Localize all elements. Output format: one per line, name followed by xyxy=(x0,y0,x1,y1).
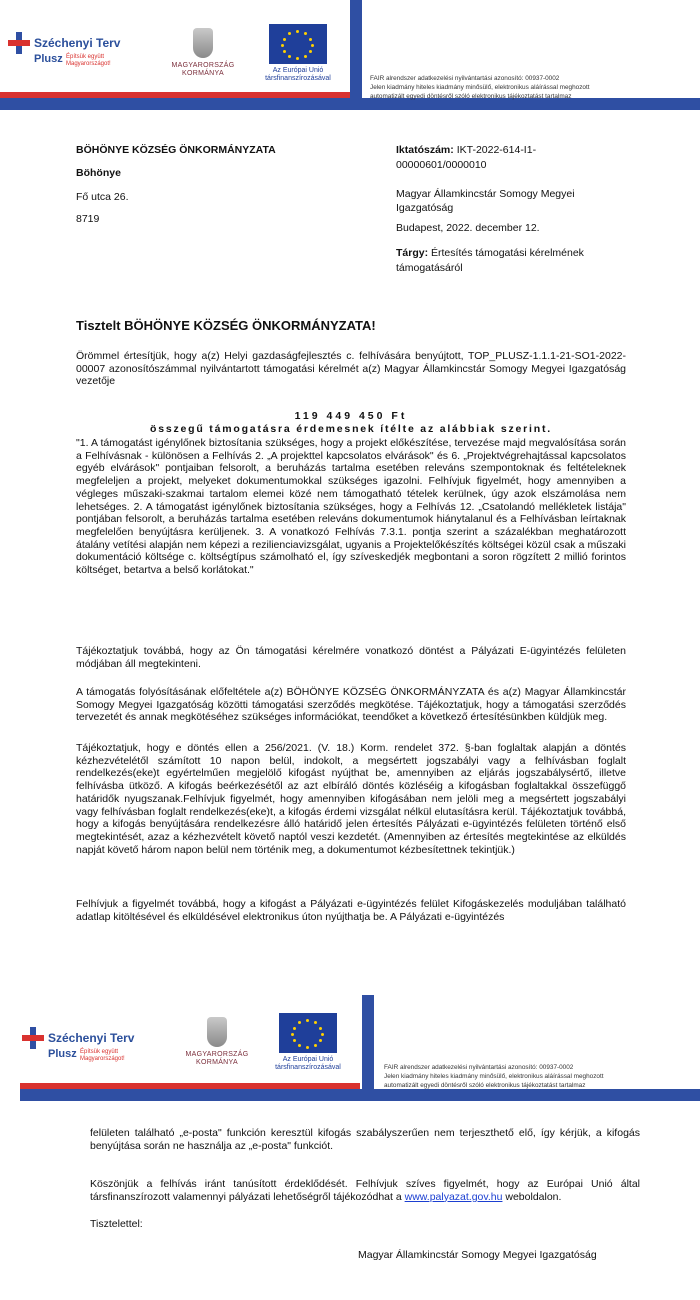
sender-line2: Igazgatóság xyxy=(396,202,454,214)
link-suffix: weboldalon. xyxy=(502,1190,562,1203)
subject-block xyxy=(396,246,584,260)
fair2-line3: automatizált egyedi döntésről szóló elektronikus tájékoztatást tartalmaz xyxy=(384,1082,586,1089)
eu2-caption-line1: Az Európai Unió xyxy=(282,1056,334,1063)
eu2-caption-line2: társfinanszírozásával xyxy=(275,1064,341,1071)
addressee-street: Fő utca 26. xyxy=(76,191,129,203)
amount: 119 449 450 Ft xyxy=(294,410,408,422)
addressee-city: Böhönye xyxy=(76,167,121,179)
kormany-line1: MAGYARORSZÁG xyxy=(171,62,235,69)
szechenyi-tagline: Építsük együtt Magyarországot! xyxy=(66,54,111,67)
amount-line: összegű támogatásra érdemesnek ítélte az alábbiak szerint. xyxy=(149,423,553,435)
szechenyi-tagline-2: Építsük együtt Magyarországot! xyxy=(80,1049,125,1062)
signature: Magyar Államkincstár Somogy Megyei Igazgatóság xyxy=(358,1249,597,1261)
page-header-banner xyxy=(0,0,700,112)
thanks-paragraph xyxy=(90,1178,640,1203)
thanks-text: Köszönjük a felhívás iránt tanúsított érdeklődését. Felhívjuk szíves figyelmét, hogy az Európai Unió által társfinanszírozott valamennyi pályázati lehetőségről tájékozódhat a xyxy=(90,1178,640,1203)
letter-date: Budapest, 2022. december 12. xyxy=(396,222,540,234)
iktato-block xyxy=(396,143,536,157)
page2-continuation: felületen található „e-posta" funkción keresztül kifogás szabályszerűen nem terjeszthető elő, így kérjük, a kifogás benyújtása során ne használja az „e-posta" funkciót. xyxy=(90,1127,640,1152)
closing: Tisztelettel: xyxy=(90,1218,143,1230)
palyazat-link[interactable]: www.palyazat.gov.hu xyxy=(404,1190,503,1203)
fair-line3: automatizált egyedi döntésről szóló elektronikus tájékoztatást tartalmaz xyxy=(370,93,572,100)
module-paragraph: Felhívjuk a figyelmét továbbá, hogy a kifogást a Pályázati e-ügyintézés felület Kifogáskezelés moduljában található adatlap kitöltésével és elküldésével elektronikus úton nyújthatja be. A Pályázati e-ügyintézés xyxy=(76,898,626,923)
coat-of-arms-icon-2 xyxy=(207,1017,227,1047)
intro-paragraph: Örömmel értesítjük, hogy a(z) Helyi gazdaságfejlesztés c. felhívására benyújtott, TOP_PLUSZ-1.1.1-21-SO1-2022-00007 azonosítószámmal nyilvántartott támogatási kérelmét a(z) Magyar Államkincstár Somogy Megyei Igazgatóság vezetője xyxy=(76,350,626,388)
addressee-zip: 8719 xyxy=(76,213,100,225)
szechenyi-title-2: Széchenyi Terv xyxy=(48,1031,135,1045)
szechenyi-terv-logo-2 xyxy=(22,1025,162,1085)
fair-line1: FAIR alrendszer adatkezelési nyilvántartási azonosító: 00937-0002 xyxy=(370,75,560,82)
fair-notice xyxy=(370,74,700,101)
subject-line2: támogatásáról xyxy=(396,262,463,274)
eu-flag-icon xyxy=(269,24,327,64)
info-paragraph: Tájékoztatjuk továbbá, hogy az Ön támogatási kérelmére vonatkozó döntést a Pályázati E-ügyintézés felületen módjában áll megtekinteni. xyxy=(76,645,626,670)
conditions-paragraph: "1. A támogatást igénylőnek biztosítania szükséges, hogy a projekt előkészítése, tervezése majd megvalósítása során a Felhívásnak - különösen a Felhívás 2. „A projekttel kapcsolatos elvárások" és 6. „Projektvégrehajtással kapcsolatos egyéb elvárások" pontjaiban felsorolt, a beruházás tartalma esetében releváns szempontoknak és feltételeknek megfeleljen a projekt, melyeket dokumentumokkal szükséges igazolni. Felhívjuk figyelmét, hogy amennyiben a végleges műszaki-szakmai tartalom elemei közé nem támogatható tételek kerülnek, úgy azok elszámolása nem lehetséges. 2. A támogatást igénylőnek biztosítania szükséges, hogy a Felhívás 12. „Csatolandó mellékletek listája" pontjában felsorolt, a beruházás tartalma esetében releváns dokumentumok hiánytalanul és a Felhívásban leírtaknak megfelelően benyújtásra kerüljenek. 3. A vonatkozó Felhívás 7.3.1. pontja szerint a százalékban meghatározott átalány vetítési alapján nem képezi a rezilienciavizsgálat, ugyanis a Projektelőkészítés költségei közül csak a műszaki dokumentáció költsége c. költségtípus számolható el, így szíveskedjék megbontani a soron rögzített 2 millió forintos költséget, betartva a belső korlátokat." xyxy=(76,437,626,577)
eu-caption-line2: társfinanszírozásával xyxy=(265,75,331,82)
addressee-name: BÖHÖNYE KÖZSÉG ÖNKORMÁNYZATA xyxy=(76,144,276,156)
kormany-line2: KORMÁNYA xyxy=(182,70,224,77)
subject-label: Tárgy: xyxy=(396,247,429,259)
szechenyi-terv-logo xyxy=(8,30,148,90)
szechenyi-cross-icon-2 xyxy=(22,1027,44,1049)
fair2-line2: Jelen kiadmány hiteles kiadmány minősülő, elektronikus aláírással meghozott xyxy=(384,1073,604,1080)
eu-flag-icon-2 xyxy=(279,1013,337,1053)
page-header-banner-2 xyxy=(0,995,700,1107)
magyarorszag-kormanya-logo-2 xyxy=(182,1017,252,1083)
header2-vertical-bar xyxy=(362,995,374,1095)
subject-line1: Értesítés támogatási kérelmének xyxy=(431,247,584,259)
iktato-value: IKT-2022-614-I1- xyxy=(456,144,537,156)
contract-paragraph: A támogatás folyósításának előfeltétele a(z) BÖHÖNYE KÖZSÉG ÖNKORMÁNYZATA és a(z) Magyar Államkincstár Somogy Megyei Igazgatóság közötti támogatási szerződés megkötése. Tájékoztatjuk, hogy a támogatási szerződés tervezetét és annak megkötéséhez szükséges információkat, teendőket a következő értesítésünkben küldjük meg. xyxy=(76,686,626,724)
kormany2-line2: KORMÁNYA xyxy=(196,1059,238,1066)
szechenyi-title: Széchenyi Terv xyxy=(34,36,121,50)
szechenyi-plusz: Plusz xyxy=(34,53,63,65)
coat-of-arms-icon xyxy=(193,28,213,58)
eu-logo-2 xyxy=(272,1013,344,1079)
fair-notice-2 xyxy=(384,1063,700,1090)
szechenyi-cross-icon xyxy=(8,32,30,54)
iktato-value-line2: 00000601/0000010 xyxy=(396,159,487,171)
salutation: Tisztelt BÖHÖNYE KÖZSÉG ÖNKORMÁNYZATA! xyxy=(76,318,376,333)
szechenyi-plusz-2: Plusz xyxy=(48,1048,77,1060)
iktato-label: Iktatószám: xyxy=(396,144,454,156)
sender-line1: Magyar Államkincstár Somogy Megyei xyxy=(396,188,575,200)
appeal-paragraph: Tájékoztatjuk, hogy e döntés ellen a 256/2021. (V. 18.) Korm. rendelet 372. §-ban foglaltak alapján a döntés kézhezvételétől számított 10 napon belül, indokolt, a megsértett jogszabályi vagy a felhívásban foglalt rendelkezés(eke)t egyértelműen megjelölő kifogást nyújthat be, amennyiben az eljárás jogszabálysértő, illetve felhívásba ütköző. A kifogás beérkezésétől az azt elbíráló döntés közléséig a kifogásban foglaltakkal összefüggő határidők nyugszanak.Felhívjuk figyelmét, hogy amennyiben kifogásában nem jelöli meg a megsértett jogszabályi vagy felhívásban foglalt rendelkezés(eke)t, a kifogás érdemi vizsgálat nélkül elutasításra kerül. Tájékoztatjuk továbbá, hogy a kifogás benyújtására rendelkezésre álló határidő jelen értesítés Pályázati e-ügyintézés felületen történő első megtekintését, azaz a kézhezvételt követő naptól veszi kezdetét. (Amennyiben az értesítés megtekintése az elküldés napját követő három napon belül nem történik meg, a dokumentumot kézbesítettnek tekintjük.) xyxy=(76,742,626,856)
header2-blue-stripe xyxy=(20,1089,700,1101)
fair2-line1: FAIR alrendszer adatkezelési nyilvántartási azonosító: 00937-0002 xyxy=(384,1064,574,1071)
magyarorszag-kormanya-logo xyxy=(168,28,238,94)
eu-caption-line1: Az Európai Unió xyxy=(272,67,324,74)
kormany2-line1: MAGYARORSZÁG xyxy=(185,1051,249,1058)
eu-logo xyxy=(262,24,334,90)
header-vertical-bar xyxy=(350,0,362,104)
fair-line2: Jelen kiadmány hiteles kiadmány minősülő, elektronikus aláírással meghozott xyxy=(370,84,590,91)
